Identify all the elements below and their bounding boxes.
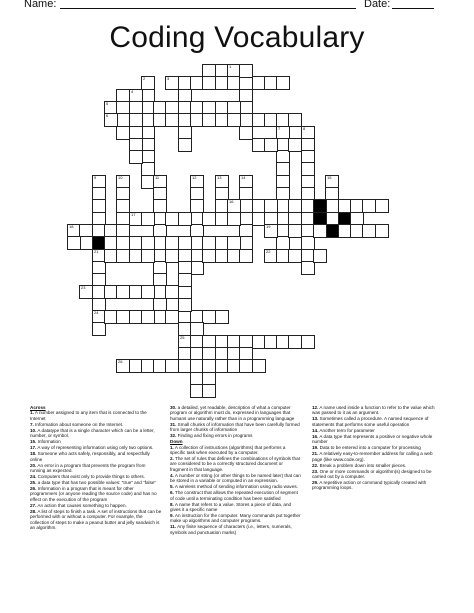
clue-item bbox=[30, 503, 162, 508]
clue-number-label: 22 bbox=[266, 249, 271, 254]
crossword-cell[interactable] bbox=[129, 150, 143, 164]
clue-text: Small chunks of information that have been carefully formed from larger chunks of information bbox=[170, 421, 300, 433]
clue-text: A name used inside a function to refer to the value which was passed to it as an argument. bbox=[312, 405, 435, 416]
clue-number: 28. bbox=[30, 508, 37, 514]
crossword-cell[interactable] bbox=[239, 359, 253, 373]
clue-item bbox=[312, 469, 444, 480]
clue-item bbox=[312, 445, 444, 450]
clue-item bbox=[30, 480, 162, 485]
clue-number-label: 11 bbox=[155, 175, 160, 180]
clue-number: 7. bbox=[30, 421, 34, 427]
clue-item bbox=[170, 524, 302, 535]
crossword-cell[interactable] bbox=[288, 113, 302, 127]
clue-number-label: 18 bbox=[69, 224, 74, 229]
clue-number: 24. bbox=[30, 474, 37, 480]
crossword-cell[interactable] bbox=[276, 162, 290, 176]
clue-number: 17. bbox=[30, 445, 37, 451]
crossword-cell[interactable] bbox=[153, 199, 167, 213]
crossword-cell[interactable] bbox=[375, 224, 389, 238]
clue-number: 10. bbox=[30, 427, 37, 433]
clue-number: 30. bbox=[170, 405, 177, 410]
clue-item bbox=[30, 463, 162, 474]
crossword-cell[interactable] bbox=[202, 76, 216, 90]
crossword-cell[interactable] bbox=[375, 199, 389, 213]
crossword-cell[interactable] bbox=[301, 236, 315, 250]
crossword-cell[interactable] bbox=[178, 236, 192, 250]
crossword-cell[interactable] bbox=[141, 236, 155, 250]
crossword-cell[interactable] bbox=[239, 199, 253, 213]
crossword-cell[interactable] bbox=[288, 199, 302, 213]
crossword-cell[interactable] bbox=[239, 64, 253, 78]
crossword-cell[interactable] bbox=[325, 199, 339, 213]
crossword-cell[interactable] bbox=[301, 162, 315, 176]
clue-text: Information about someone on the Internet. bbox=[35, 421, 124, 427]
crossword-cell[interactable] bbox=[215, 310, 229, 324]
clue-text: The set of rules that defines the combinations of symbols that are considered to be a correctly structured document or fragment in that language. bbox=[170, 456, 300, 472]
clue-number: 21. bbox=[312, 451, 319, 457]
clue-section-heading: Down bbox=[170, 439, 183, 445]
clue-number-label: 7 bbox=[278, 126, 281, 131]
clues-column-3 bbox=[312, 405, 444, 491]
clue-item bbox=[30, 410, 162, 421]
clue-item bbox=[312, 480, 444, 491]
clue-text: Information bbox=[37, 439, 61, 445]
clue-number: 15. bbox=[30, 439, 37, 445]
clue-item bbox=[30, 474, 162, 479]
clue-number-label: 9 bbox=[94, 175, 97, 180]
crossword-cell[interactable] bbox=[165, 236, 179, 250]
clue-number-label: 1 bbox=[229, 64, 232, 69]
clue-section-heading: Across bbox=[30, 405, 46, 410]
clue-item bbox=[30, 486, 162, 502]
crossword-cell[interactable] bbox=[227, 199, 241, 213]
clue-text: A list of steps to finish a task. A set of instructions that can be performed with or without a computer. For example, the collection of steps to make a peanut butter and jelly sandwich is an algorithm. bbox=[30, 508, 162, 531]
crossword-cell[interactable] bbox=[165, 212, 179, 226]
clue-text: Break a problem down into smaller pieces. bbox=[319, 462, 407, 468]
clue-number: 8. bbox=[170, 501, 174, 507]
crossword-cell[interactable] bbox=[116, 359, 130, 373]
crossword-cell[interactable] bbox=[202, 113, 216, 127]
crossword-cell[interactable] bbox=[141, 310, 155, 324]
clue-number: 29. bbox=[312, 480, 319, 486]
clue-number: 1. bbox=[170, 444, 174, 450]
clue-item bbox=[170, 484, 302, 489]
crossword-block bbox=[325, 224, 339, 238]
crossword-cell[interactable] bbox=[79, 236, 93, 250]
clue-number: 13. bbox=[312, 416, 319, 422]
clue-number: 31. bbox=[170, 421, 177, 427]
clue-number-label: 8 bbox=[303, 126, 306, 131]
clue-number: 19. bbox=[312, 445, 319, 451]
clue-item bbox=[170, 513, 302, 524]
clue-text: Someone who acts safely, responsibly, and respectfully online bbox=[30, 451, 150, 462]
clue-number: 4. bbox=[170, 472, 174, 478]
clue-item bbox=[30, 509, 162, 531]
clue-item bbox=[170, 490, 302, 501]
crossword-cell[interactable] bbox=[252, 359, 266, 373]
crossword-cell[interactable] bbox=[202, 236, 216, 250]
clue-number-label: 26 bbox=[118, 359, 123, 364]
clue-number: 9. bbox=[170, 513, 174, 519]
crossword-cell[interactable] bbox=[178, 273, 192, 287]
clue-number: 20. bbox=[30, 462, 37, 468]
crossword-cell[interactable] bbox=[165, 310, 179, 324]
clue-text: An action that causes something to happen. bbox=[37, 502, 127, 508]
name-label: Name: bbox=[24, 0, 57, 10]
crossword-cell[interactable] bbox=[190, 322, 204, 336]
clue-item bbox=[170, 473, 302, 484]
clue-text: a data type that has two possible values: "true" and "false" bbox=[37, 480, 157, 486]
crossword-cell[interactable] bbox=[239, 236, 253, 250]
clue-item bbox=[30, 422, 162, 427]
clues-column-2 bbox=[170, 405, 302, 536]
crossword-cell[interactable] bbox=[239, 76, 253, 90]
crossword-cell[interactable] bbox=[165, 285, 179, 299]
clue-text: Information in a program that is meant for other programmers (or anyone reading the source code) and has no effect on the execution of the program bbox=[30, 486, 157, 502]
crossword-cell[interactable] bbox=[116, 310, 130, 324]
crossword-cell[interactable] bbox=[67, 236, 81, 250]
clue-text: A way of representing information using only two options. bbox=[37, 445, 154, 451]
clue-number-label: 17 bbox=[131, 212, 136, 217]
clue-item bbox=[170, 502, 302, 513]
crossword-cell[interactable] bbox=[129, 113, 143, 127]
clue-number: 6. bbox=[170, 490, 174, 496]
clue-text: Sometimes called a procedure. A named sequence of statements that performs some useful operation bbox=[312, 416, 429, 427]
crossword-cell[interactable] bbox=[239, 113, 253, 127]
clue-item bbox=[170, 456, 302, 472]
clue-text: A number assigned to any item that is connected to the Internet bbox=[30, 410, 147, 421]
crossword-cell[interactable] bbox=[202, 249, 216, 263]
crossword-cell[interactable] bbox=[165, 113, 179, 127]
crossword-cell[interactable] bbox=[116, 236, 130, 250]
clue-number: 26. bbox=[30, 486, 37, 492]
crossword-cell[interactable] bbox=[362, 224, 376, 238]
crossword-cell[interactable] bbox=[141, 249, 155, 263]
crossword-cell[interactable] bbox=[92, 322, 106, 336]
crossword-block bbox=[313, 199, 327, 213]
crossword-cell[interactable] bbox=[227, 212, 241, 226]
clue-item bbox=[312, 416, 444, 427]
crossword-cell[interactable] bbox=[313, 224, 327, 238]
clue-number-label: 24 bbox=[94, 310, 99, 315]
clue-item bbox=[30, 428, 162, 439]
crossword-cell[interactable] bbox=[276, 76, 290, 90]
clue-item bbox=[170, 405, 302, 421]
crossword-cell[interactable] bbox=[104, 113, 118, 127]
crossword-cell[interactable] bbox=[190, 199, 204, 213]
crossword-cell[interactable] bbox=[165, 76, 179, 90]
clue-text: Computers that exist only to provide things to others. bbox=[37, 474, 145, 480]
clue-item bbox=[30, 451, 162, 462]
clue-number-label: 12 bbox=[192, 175, 197, 180]
clue-number-label: 5 bbox=[106, 101, 109, 106]
crossword-cell[interactable] bbox=[227, 236, 241, 250]
clue-number: 5. bbox=[170, 484, 174, 490]
clues-column-1 bbox=[30, 405, 162, 531]
clue-text: An error in a program that prevents the program from running as expected. bbox=[30, 462, 146, 474]
crossword-cell[interactable] bbox=[116, 199, 130, 213]
clue-text: A repetitive action or command typically created with programming loops. bbox=[312, 480, 427, 491]
crossword-cell[interactable] bbox=[301, 335, 315, 349]
crossword-cell[interactable] bbox=[202, 384, 216, 398]
clue-text: A number or string (or other things to be named later) that can be stored in a variable or computed in an expression. bbox=[170, 472, 301, 484]
clue-item bbox=[312, 434, 444, 445]
crossword-cell[interactable] bbox=[227, 113, 241, 127]
clue-number-label: 13 bbox=[217, 175, 222, 180]
clue-text: A collection of instructions (algorithms) that performs a specific task when executed by a computer. bbox=[170, 444, 286, 456]
crossword-cell[interactable] bbox=[264, 224, 278, 238]
crossword-cell[interactable] bbox=[178, 285, 192, 299]
crossword-cell[interactable] bbox=[116, 126, 130, 140]
crossword-cell[interactable] bbox=[239, 249, 253, 263]
clue-text: One or more commands or algorithm(s) designed to be carried out by a computer. bbox=[312, 468, 432, 480]
clue-item bbox=[170, 445, 302, 456]
crossword-cell[interactable] bbox=[141, 212, 155, 226]
clue-number: 23. bbox=[312, 468, 319, 474]
crossword-cell[interactable] bbox=[202, 212, 216, 226]
clue-number-label: 25 bbox=[180, 335, 185, 340]
crossword-cell[interactable] bbox=[264, 138, 278, 152]
crossword-cell[interactable] bbox=[301, 261, 315, 275]
clue-number-label: 3 bbox=[167, 76, 170, 81]
crossword-cell[interactable] bbox=[288, 335, 302, 349]
clue-text: A datatype that is a single character which can be a letter, number, or symbol. bbox=[30, 427, 155, 439]
clue-number-label: 23 bbox=[81, 285, 86, 290]
clue-number-label: 16 bbox=[229, 199, 234, 204]
clue-item bbox=[312, 463, 444, 468]
clue-number: 18. bbox=[30, 451, 37, 457]
clue-text: Data to be entered into a computer for processing bbox=[319, 445, 421, 451]
clue-text: Any finite sequence of characters (i.e., letters, numerals, symbols and punctuation marks) bbox=[170, 524, 292, 535]
clue-item bbox=[312, 428, 444, 433]
clue-number-label: 2 bbox=[143, 76, 146, 81]
crossword-cell[interactable] bbox=[116, 249, 130, 263]
clues-section bbox=[30, 405, 450, 610]
clue-item bbox=[170, 422, 302, 433]
clue-text: a detailed, yet readable, description of what a computer program or algorithm must do, expressed in languages that humans use naturally rather than in a programming language bbox=[170, 405, 295, 421]
crossword-cell[interactable] bbox=[178, 212, 192, 226]
crossword-cell[interactable] bbox=[165, 249, 179, 263]
clue-number: 14. bbox=[312, 427, 319, 433]
clue-text: Finding and fixing errors in programs bbox=[177, 433, 253, 439]
clue-number-label: 21 bbox=[94, 249, 99, 254]
crossword-cell[interactable] bbox=[178, 138, 192, 152]
crossword-cell[interactable] bbox=[190, 261, 204, 275]
crossword-cell[interactable] bbox=[92, 199, 106, 213]
page-title: Coding Vocabulary bbox=[109, 21, 365, 54]
clue-number: 27. bbox=[30, 502, 37, 508]
crossword-cell[interactable] bbox=[288, 249, 302, 263]
crossword-cell[interactable] bbox=[288, 138, 302, 152]
crossword-cell[interactable] bbox=[79, 285, 93, 299]
crossword-cell[interactable] bbox=[116, 285, 130, 299]
clue-item bbox=[312, 405, 444, 416]
crossword-cell[interactable] bbox=[116, 113, 130, 127]
clue-number: 32. bbox=[170, 433, 177, 439]
crossword-cell[interactable] bbox=[178, 298, 192, 312]
clue-item bbox=[30, 439, 162, 444]
crossword-cell[interactable] bbox=[239, 126, 253, 140]
clue-number: 11. bbox=[170, 524, 177, 530]
clue-number-label: 15 bbox=[327, 175, 332, 180]
clue-number-label: 10 bbox=[118, 175, 123, 180]
clue-number-label: 19 bbox=[266, 224, 271, 229]
clue-number: 22. bbox=[312, 462, 319, 468]
clue-number-label: 6 bbox=[106, 113, 109, 118]
clue-number: 2. bbox=[170, 456, 174, 462]
clue-number-label: 4 bbox=[131, 89, 134, 94]
crossword-cell[interactable] bbox=[141, 162, 155, 176]
clue-number: 12. bbox=[312, 405, 319, 410]
clue-text: A name that refers to a value. Stores a piece of data, and gives it a specific name bbox=[170, 501, 292, 513]
crossword-cell[interactable] bbox=[276, 236, 290, 250]
clue-item bbox=[30, 445, 162, 450]
crossword-cell[interactable] bbox=[202, 310, 216, 324]
crossword-cell[interactable] bbox=[141, 76, 155, 90]
clue-number: 1. bbox=[30, 410, 34, 416]
clue-number-label: 20 bbox=[94, 236, 99, 241]
crossword-cell[interactable] bbox=[362, 199, 376, 213]
crossword-cell[interactable] bbox=[141, 285, 155, 299]
crossword-cell[interactable] bbox=[313, 249, 327, 263]
clue-text: The construct that allows the repeated execution of segment of code until a terminating condition has been satisfied bbox=[170, 490, 298, 501]
clue-number: 16. bbox=[312, 433, 319, 439]
clue-number: 25. bbox=[30, 480, 37, 486]
crossword-cell[interactable] bbox=[165, 359, 179, 373]
clue-text: A relatively easy-to-remember address for calling a web page (like www.code.org). bbox=[312, 451, 433, 462]
clue-text: A data type that represents a positive or negative whole number bbox=[312, 433, 433, 445]
crossword-cell[interactable] bbox=[288, 224, 302, 238]
clue-number-label: 14 bbox=[241, 175, 246, 180]
crossword-cell[interactable] bbox=[264, 199, 278, 213]
date-label: Date: bbox=[364, 0, 391, 10]
clue-item bbox=[170, 433, 302, 438]
clue-text: A wireless method of sending information using radio waves. bbox=[174, 484, 298, 490]
clue-text: An instruction for the computer. Many commands put together make up algorithms and computer programs. bbox=[170, 513, 301, 524]
clue-item bbox=[312, 451, 444, 462]
crossword-cell[interactable] bbox=[202, 359, 216, 373]
clue-text: Another term for parameter bbox=[319, 427, 375, 433]
